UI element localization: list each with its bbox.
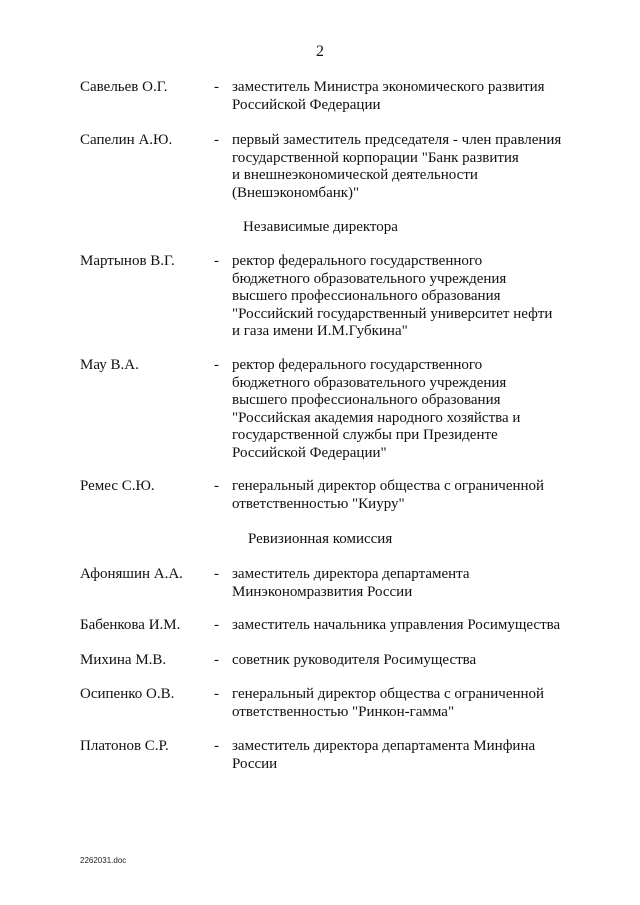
member-name: Бабенкова И.М. (80, 617, 181, 633)
section-heading-independent-directors: Независимые директора (243, 219, 398, 235)
dash-separator: - (214, 79, 219, 95)
position-line: бюджетного образовательного учреждения (232, 374, 507, 391)
dash-separator: - (214, 357, 219, 373)
member-position (232, 566, 592, 601)
position-line: заместитель директора департамента Минфина (232, 738, 536, 754)
dash-separator: - (214, 652, 219, 668)
member-position (232, 686, 592, 721)
dash-separator: - (214, 738, 219, 754)
member-position (232, 253, 592, 341)
member-name: Ремес С.Ю. (80, 478, 155, 494)
position-line: высшего профессионального образования (232, 288, 501, 304)
position-line: государственной службы при Президенте (232, 427, 498, 443)
member-name: Мартынов В.Г. (80, 253, 175, 269)
position-line: заместитель начальника управления Росимущества (232, 617, 561, 633)
member-position (232, 79, 592, 114)
position-line: Российской Федерации (232, 96, 381, 113)
member-position (232, 738, 592, 773)
position-line: советник руководителя Росимущества (232, 652, 477, 668)
member-name: Михина М.В. (80, 652, 167, 668)
member-name: Афоняшин А.А. (80, 566, 183, 582)
dash-separator: - (214, 686, 219, 702)
position-line: бюджетного образовательного учреждения (232, 270, 507, 287)
position-line: генеральный директор общества с ограниченной (232, 478, 545, 494)
position-line: "Российский государственный университет нефти (232, 305, 553, 322)
position-line: Российской Федерации" (232, 444, 387, 461)
dash-separator: - (214, 566, 219, 582)
position-line: первый заместитель председателя - член правления (232, 132, 562, 148)
dash-separator: - (214, 478, 219, 494)
member-name: Сапелин А.Ю. (80, 132, 173, 148)
position-line: и внешнеэкономической деятельности (232, 167, 478, 183)
position-line: генеральный директор общества с ограниченной (232, 686, 545, 702)
member-position (232, 132, 592, 202)
position-line: заместитель Министра экономического развития (232, 79, 545, 95)
footer-filename: 2262031.doc (80, 856, 127, 865)
position-line: Минэкономразвития России (232, 583, 413, 600)
position-line: и газа имени И.М.Губкина" (232, 323, 408, 339)
page-number: 2 (316, 43, 324, 60)
member-name: Осипенко О.В. (80, 686, 175, 702)
position-line: заместитель директора департамента (232, 566, 470, 582)
member-position (232, 617, 592, 635)
position-line: (Внешэкономбанк)" (232, 184, 360, 201)
position-line: "Российская академия народного хозяйства и (232, 409, 521, 426)
member-position (232, 478, 592, 513)
member-name: Платонов С.Р. (80, 738, 169, 754)
member-name: Мау В.А. (80, 357, 139, 373)
position-line: ответственностью "Ринкон-гамма" (232, 703, 455, 720)
position-line: высшего профессионального образования (232, 392, 501, 408)
position-line: ответственностью "Киуру" (232, 495, 405, 512)
position-line: ректор федерального государственного (232, 253, 483, 269)
member-position (232, 652, 592, 670)
dash-separator: - (214, 132, 219, 148)
position-line: России (232, 755, 278, 772)
section-heading-audit-commission: Ревизионная комиссия (248, 531, 393, 547)
member-name: Савельев О.Г. (80, 79, 168, 95)
position-line: государственной корпорации "Банк развития (232, 149, 519, 166)
member-position (232, 357, 592, 462)
dash-separator: - (214, 617, 219, 633)
position-line: ректор федерального государственного (232, 357, 483, 373)
dash-separator: - (214, 253, 219, 269)
